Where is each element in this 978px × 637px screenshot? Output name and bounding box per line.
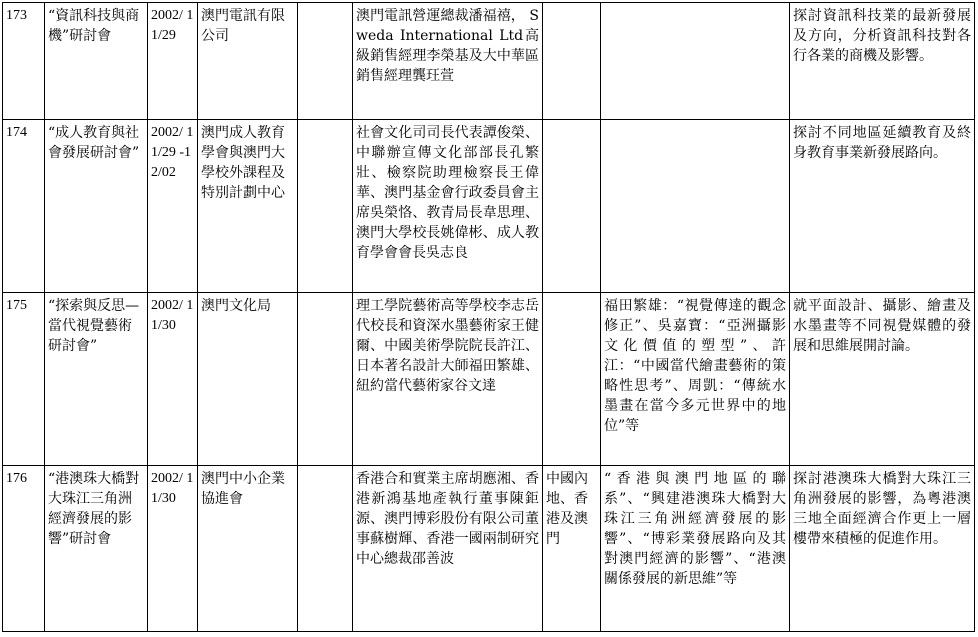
events-table [2,2,975,632]
event-topics: “香港與澳門地區的聯系”、“興建港澳珠大橋對大珠江三角洲經濟發展的影響”、“博彩業發展路向及其對澳門經濟的影響”、“港澳關係發展的新思維”等 [601,466,790,632]
event-date: 2002/ 11/30 [148,293,198,466]
event-date: 2002/ 11/30 [148,466,198,632]
event-organizer: 澳門中小企業協進會 [198,466,298,632]
table-row [3,293,975,466]
event-topics [601,120,790,293]
event-region [543,293,601,466]
table-row [3,466,975,632]
event-region: 中國內地、香港及澳門 [543,466,601,632]
event-guests: 理工學院藝術高等學校李志岳代校長和資深水墨藝術家王健爾、中國美術學院院長許江、日本著名設計大師福田繁雄、紐約當代藝術家谷文達 [353,293,543,466]
event-topics [601,3,790,120]
event-aim: 探討資訊科技業的最新發展及方向，分析資訊科技對各行各業的商機及影響。 [790,3,975,120]
event-aim: 就平面設計、攝影、繪畫及水墨畫等不同視覺媒體的發展和思維展開討論。 [790,293,975,466]
event-aim: 探討港澳珠大橋對大珠江三角洲發展的影響，為粵港澳三地全面經濟合作更上一層樓帶來積極的促進作用。 [790,466,975,632]
row-number: 175 [3,293,45,466]
event-organizer: 澳門文化局 [198,293,298,466]
event-guests: 社會文化司司長代表譚俊榮、中聯辦宣傳文化部部長孔繁壯、檢察院助理檢察長王偉華、澳門基金會行政委員會主席吳榮恪、教青局長韋思理、澳門大學校長姚偉彬、成人教育學會會長吳志良 [353,120,543,293]
event-organizer: 澳門成人教育學會與澳門大學校外課程及特別計劃中心 [198,120,298,293]
event-guests: 澳門電訊營運總裁潘福禧， Sweda International Ltd高級銷售經理李榮基及大中華區銷售經理龔玨萱 [353,3,543,120]
event-title: “資訊科技與商機”研討會 [45,3,148,120]
table-row [3,120,975,293]
row-number: 174 [3,120,45,293]
event-title: “港澳珠大橋對大珠江三角洲經濟發展的影響”研討會 [45,466,148,632]
event-organizer: 澳門電訊有限公司 [198,3,298,120]
empty-cell [298,293,353,466]
empty-cell [298,3,353,120]
event-region [543,120,601,293]
empty-cell [298,120,353,293]
event-aim: 探討不同地區延續教育及終身教育事業新發展路向。 [790,120,975,293]
empty-cell [298,466,353,632]
event-date: 2002/ 11/29 -12/02 [148,120,198,293]
row-number: 173 [3,3,45,120]
event-guests: 香港合和實業主席胡應湘、香港新鴻基地產執行董事陳鉅源、澳門博彩股份有限公司董事蘇樹輝、香港一國兩制研究中心總裁邵善波 [353,466,543,632]
event-region [543,3,601,120]
event-title: “成人教育與社會發展研討會” [45,120,148,293]
event-date: 2002/ 11/29 [148,3,198,120]
event-title: “探索與反思—當代視覺藝術研討會” [45,293,148,466]
event-topics: 福田繁雄：“視覺傳達的觀念修正”、吳嘉寶：“亞洲攝影文化價值的塑型”、許江：“中國當代繪畫藝術的策略性思考”、周凱：“傳統水墨畫在當今多元世界中的地位”等 [601,293,790,466]
table-row [3,3,975,120]
row-number: 176 [3,466,45,632]
